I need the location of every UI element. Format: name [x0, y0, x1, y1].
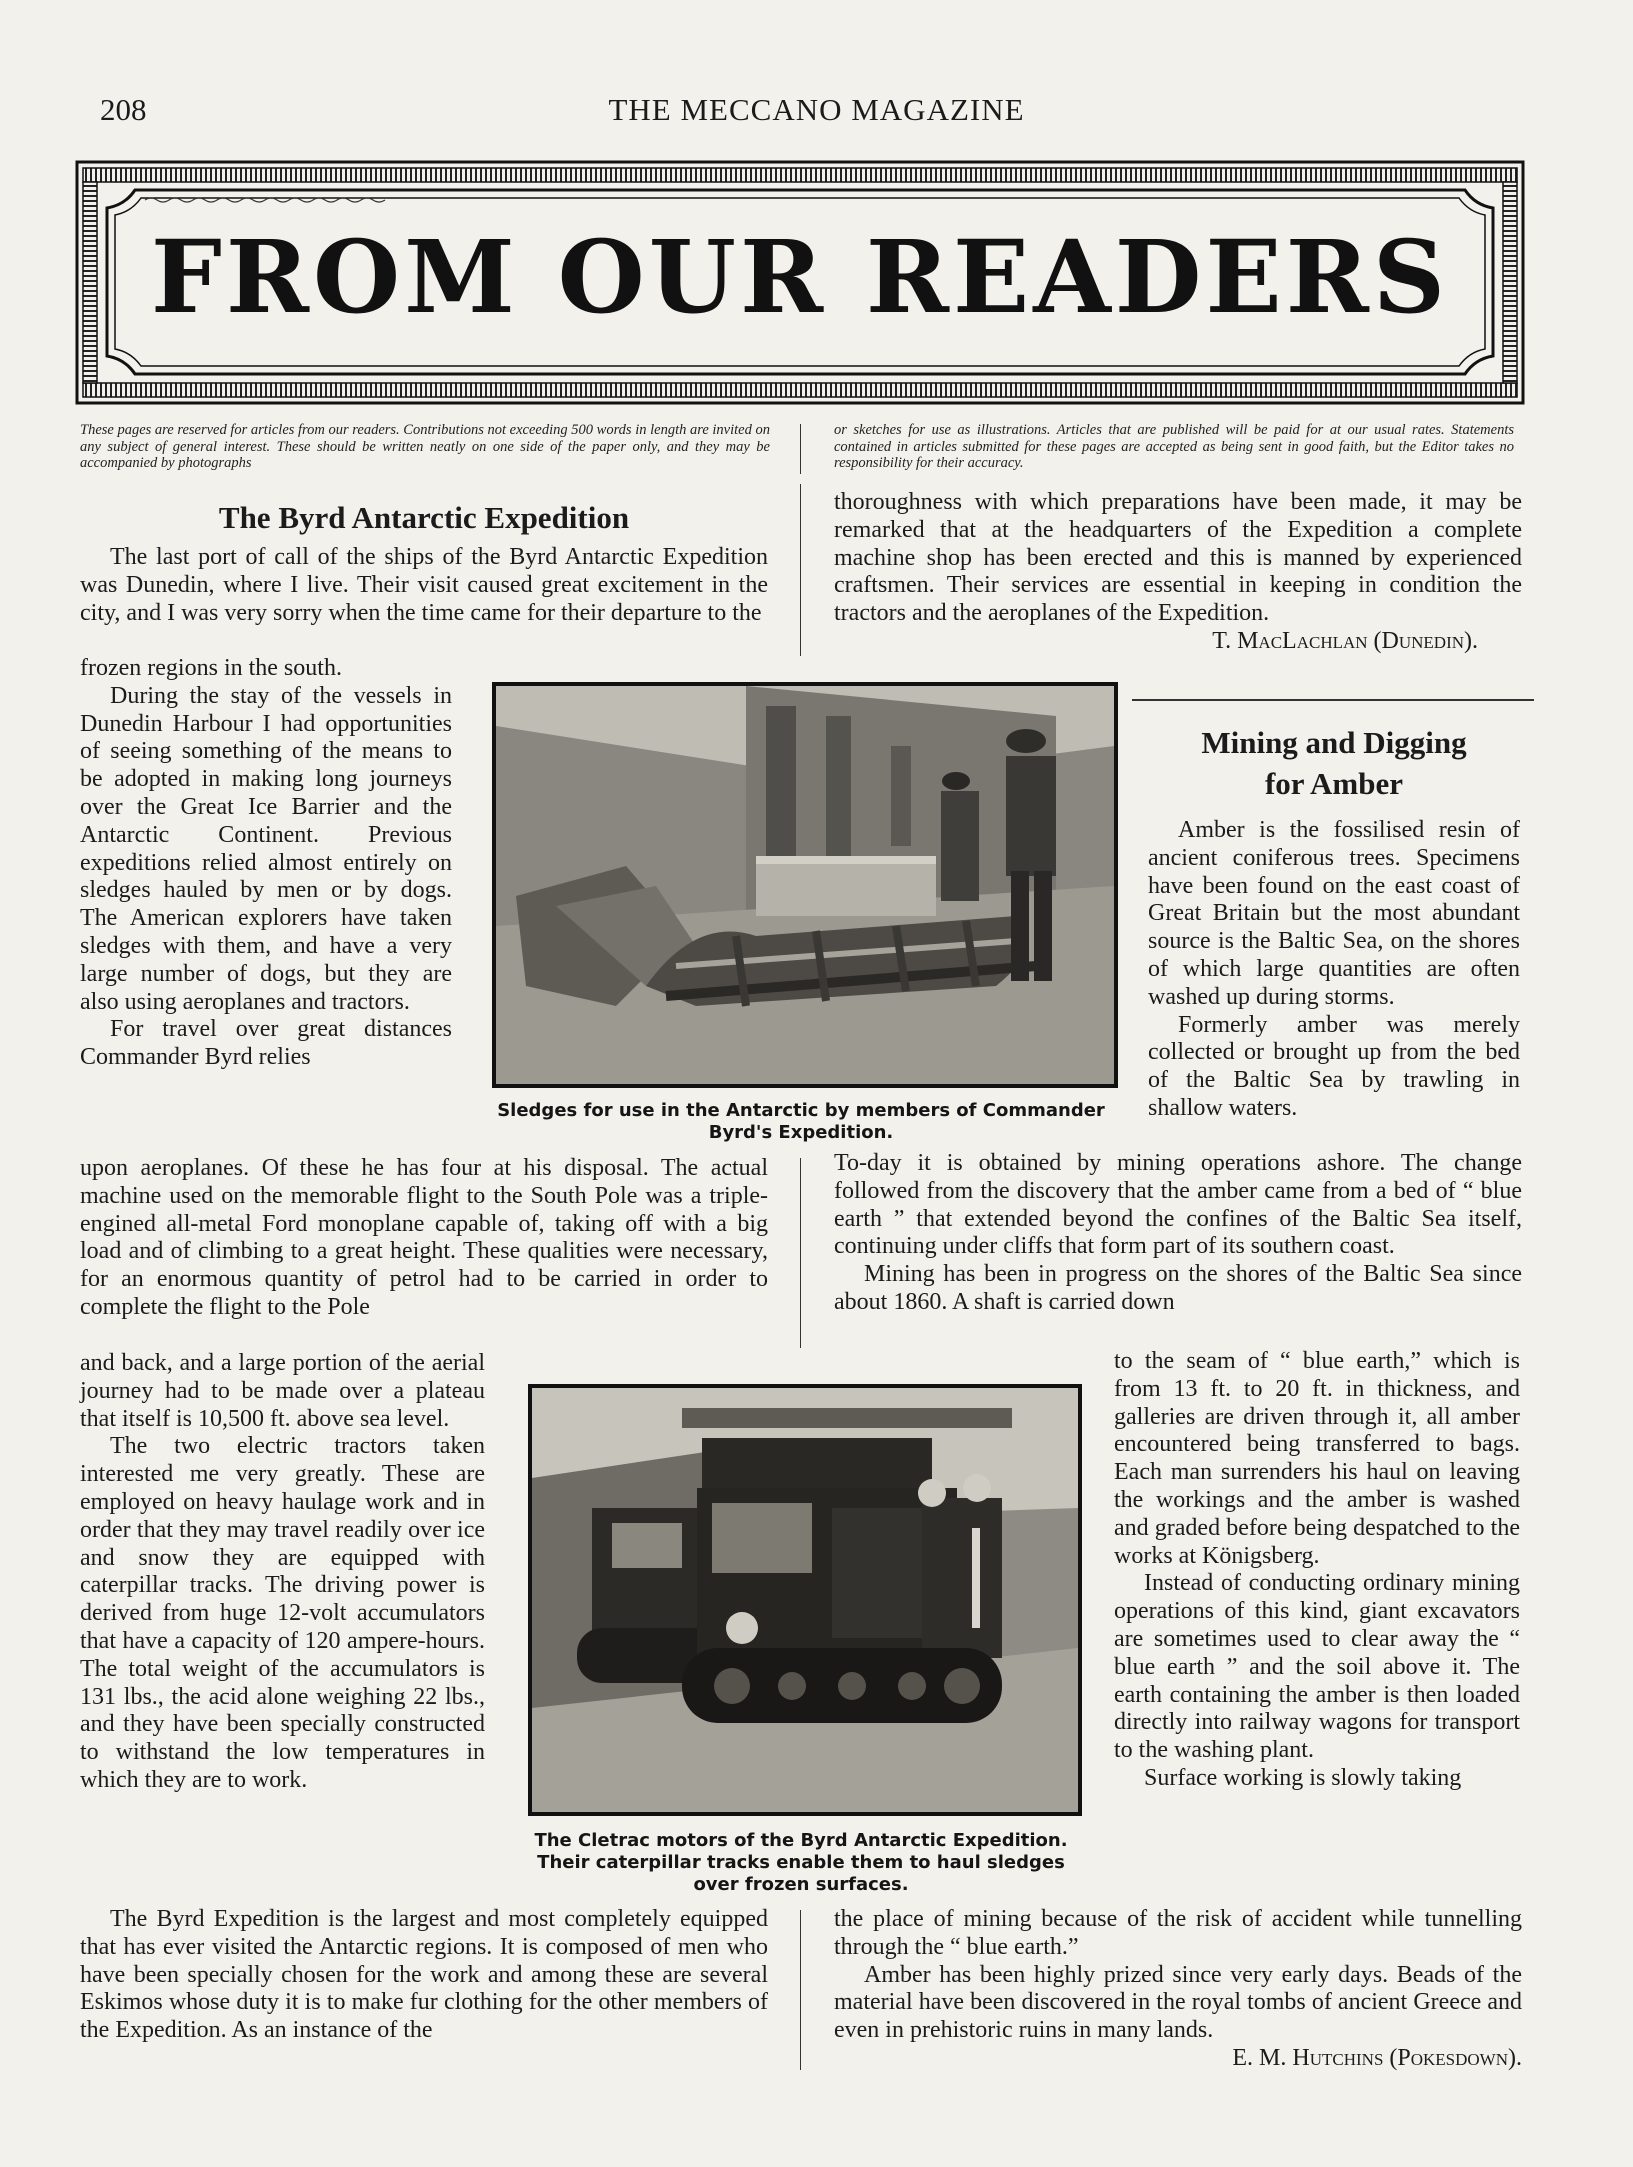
column-divider-top [800, 484, 801, 656]
byrd-p3-end: and back, and a large portion of the aerial journey had to be made over a plateau that itself is 10,500 ft. above sea level. [80, 1350, 485, 1432]
article-separator-rule [1132, 699, 1534, 701]
amber-title-line-1: Mining and Digging [1201, 725, 1467, 760]
byrd-continuation [834, 489, 1522, 656]
byrd-p3-mid: upon aeroplanes. Of these he has four at his disposal. The actual machine used on the memorable flight to the South Pole was a triple-engined all-metal Ford monoplane capable of, taking off with a big load and of climbing to a great height. These qualities were necessary, for an enormous quantity of petrol had to be carried in order to complete the flight to the Pole [80, 1155, 768, 1320]
byrd-paragraph-1 [80, 544, 768, 627]
byrd-p4-text: The two electric tractors taken interested me very greatly. These are employed on heavy haulage work and in order that they may travel readily over ice and snow they are equipped with caterpillar tracks. The driving power is derived from huge 12-volt accumulators that have a capacity of 120 ampere-hours. The total weight of the accumulators is 131 lbs., the acid alone weighing 22 lbs., and they have been specially constructed to withstand the low temperatures in which they are to work. [80, 1433, 485, 1793]
cletrac-photo [528, 1384, 1082, 1816]
byrd-column-narrow-2 [80, 1350, 485, 1795]
amber-column-bottom [834, 1906, 1522, 2073]
sledges-photo-illustration [496, 686, 1114, 1084]
byrd-p5-cont: thoroughness with which preparations have been made, it may be remarked that at the headquarters of the Expedition a complete machine shop has been erected and this is manned by experienced craftsmen. Their services are essential in keeping in condition the tractors and the aeroplanes of the Expedition. [834, 489, 1522, 627]
column-divider-bottom [800, 1910, 801, 2070]
amber-column-middle [834, 1150, 1522, 1317]
amber-signature [834, 2045, 1522, 2073]
byrd-p1-end: frozen regions in the south. [80, 655, 342, 681]
sledges-photo [492, 682, 1118, 1088]
amber-p6-text: Amber has been highly prized since very early days. Beads of the material have been discovered in the royal tombs of ancient Greece and even in prehistoric ruins in many lands. [834, 1961, 1522, 2044]
amber-p2-start: Formerly amber was merely collected or brought up from the bed of the Baltic Sea by trawling in shallow waters. [1148, 1011, 1520, 1121]
submission-notice-left: These pages are reserved for articles from our readers. Contributions not exceeding 500 words in length are invited on any subject of general interest. These should be written neatly on one side of the paper only, and they may be accompanied by photographs [80, 422, 770, 471]
byrd-column-bottom [80, 1906, 768, 2045]
byrd-column-narrow-1 [80, 655, 452, 1072]
cletrac-caption-line-1: The Cletrac motors of the Byrd Antarctic Expedition. [534, 1830, 1068, 1851]
magazine-title: THE MECCANO MAGAZINE [608, 92, 1025, 127]
sledges-caption-line-2: Byrd's Expedition. [708, 1122, 894, 1143]
submission-notice-right: or sketches for use as illustrations. Articles that are published will be paid for at our usual rates. Statements contained in articles submitted for these pages are accepted as being sent in good faith, but the Editor takes no responsibility for their accuracy. [834, 422, 1514, 471]
article-title-amber [1148, 722, 1520, 804]
byrd-p3-start: For travel over great distances Commander Byrd relies [80, 1016, 452, 1071]
banner-title: FROM OUR READERS [150, 218, 1450, 336]
column-divider-middle [800, 1158, 801, 1348]
amber-p5-start: Surface working is slowly taking [1144, 1764, 1462, 1791]
amber-p1-text: Amber is the fossilised resin of ancient coniferous trees. Specimens have been found on the east coast of Great Britain but the most abundant source is the Baltic Sea, on the shores of which large quantities are often washed up during storms. [1148, 817, 1520, 1010]
byrd-signature-text: T. MacLachlan (Dunedin). [1212, 627, 1478, 654]
sledges-photo-caption [475, 1100, 1127, 1144]
amber-column-narrow-2 [1114, 1348, 1520, 1793]
amber-p3-cont: to the seam of “ blue earth,” which is from 13 ft. to 20 ft. in thickness, and galleries are driven through it, all amber encountered being transferred to bags. Each man surrenders his haul on leaving the workings and the amber is washed and graded before being despatched to the works at Königsberg. [1114, 1348, 1520, 1569]
article-title-byrd: The Byrd Antarctic Expedition [218, 500, 630, 535]
amber-p4-text: Instead of conducting ordinary mining operations of this kind, giant excavators are sometimes used to clear away the “ blue earth ” and the soil above it. The earth containing the amber is then loaded directly into railway wagons for transport to the washing plant. [1114, 1570, 1520, 1764]
amber-column-narrow-1 [1148, 817, 1520, 1123]
byrd-signature [834, 628, 1522, 656]
notice-divider [800, 424, 801, 474]
byrd-p1-text: The last port of call of the ships of the Byrd Antarctic Expedition was Dunedin, where I live. Their visit caused great excitement in the city, and I was very sorry when the time came for their departure to the [80, 544, 768, 626]
byrd-p2-text: During the stay of the vessels in Dunedin Harbour I had opportunities of seeing something of the means to be adopted in making long journeys over the Great Ice Barrier and the Antarctic Continent. Previous expeditions relied almost entirely on sledges hauled by men or by dogs. The American explorers have taken sledges with them, and have a very large number of dogs, but they are also using aeroplanes and tractors. [80, 682, 452, 1015]
cletrac-photo-illustration [532, 1388, 1078, 1812]
byrd-column-middle [80, 1155, 768, 1322]
sledges-caption-line-1: Sledges for use in the Antarctic by members of Commander [497, 1100, 1105, 1121]
section-banner [75, 160, 1525, 405]
amber-p5-cont: the place of mining because of the risk of accident while tunnelling through the “ blue earth.” [834, 1906, 1522, 1960]
cletrac-photo-caption [510, 1830, 1092, 1896]
amber-p3-start: Mining has been in progress on the shores of the Baltic Sea since about 1860. A shaft is carried down [834, 1261, 1522, 1315]
cletrac-caption-line-3: over frozen surfaces. [693, 1874, 909, 1895]
amber-signature-text: E. M. Hutchins (Pokesdown). [1232, 2044, 1522, 2071]
amber-title-line-2: for Amber [1264, 766, 1404, 801]
cletrac-caption-line-2: Their caterpillar tracks enable them to haul sledges [537, 1852, 1065, 1873]
page-number: 208 [100, 92, 147, 127]
byrd-p5-text: The Byrd Expedition is the largest and most completely equipped that has ever visited the Antarctic regions. It is composed of men who have been specially chosen for the work and among these are several Eskimos whose duty it is to make fur clothing for the other members of the Expedition. As an instance of the [80, 1906, 768, 2044]
amber-p2-cont: To-day it is obtained by mining operations ashore. The change followed from the discovery that the amber came from a bed of “ blue earth ” that extended beyond the confines of the Baltic Sea itself, continuing under cliffs that form part of its southern coast. [834, 1150, 1522, 1260]
